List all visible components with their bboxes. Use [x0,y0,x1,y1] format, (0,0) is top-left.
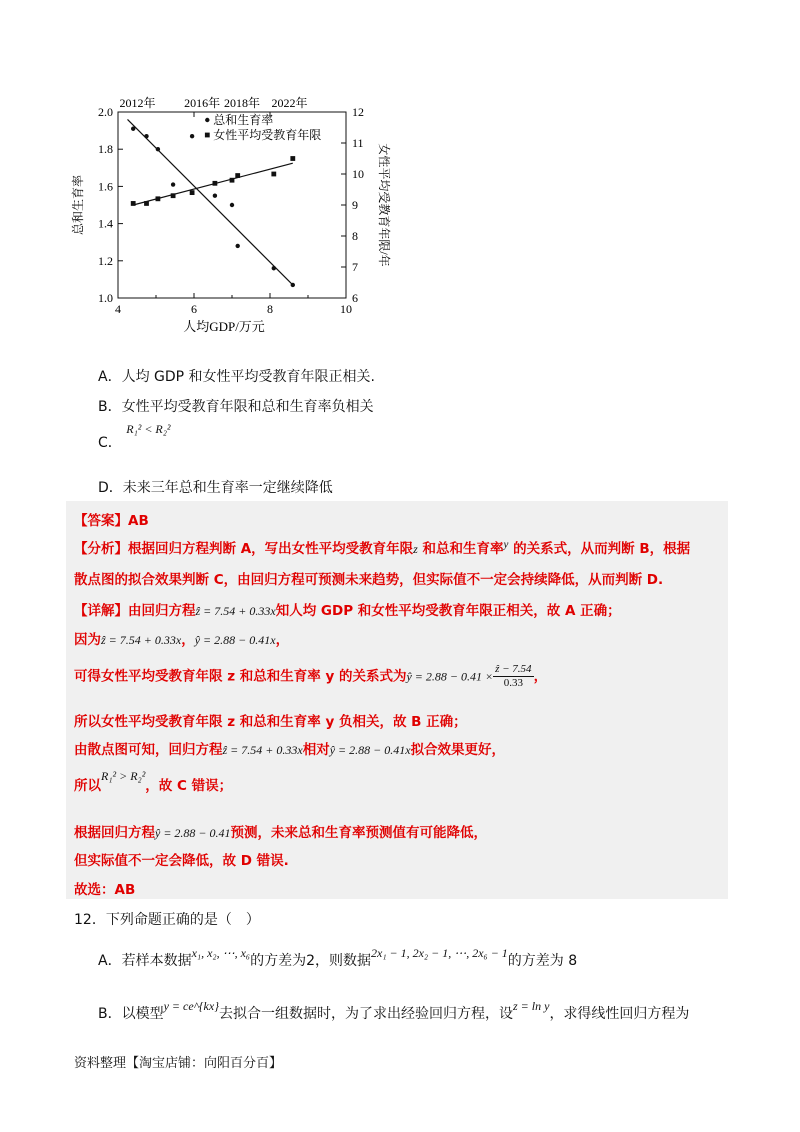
y-right-tick-label: 10 [352,167,364,181]
year-label: 2018年 [224,96,261,110]
education-point [271,172,276,177]
year-label: 2022年 [271,96,308,110]
fertility-point [236,244,240,248]
y-left-tick-label: 1.2 [98,253,113,268]
option-text: A．若样本数据 [98,953,192,969]
detail-line-1 [74,599,621,619]
y-right-tick-label: 8 [352,229,358,243]
question-12-option-b [98,999,690,1023]
option-text: 去拟合一组数据时，为了求出经验回归方程，设 [219,1006,513,1022]
x-tick-label: 10 [340,302,352,316]
detail-text: 【详解】由回归方程 [74,603,196,619]
legend-fertility: 总和生育率 [213,113,274,127]
detail-text: ， [533,668,548,685]
footer-text: 资料整理【淘宝店铺：向阳百分百】 [74,1056,283,1071]
detail-text: 相对 [302,742,330,758]
y-left-tick-label: 1.4 [98,216,113,231]
equation-z: ẑ = 7.54 + 0.33x [101,633,182,647]
option-c-label: C． [98,435,122,451]
question-12-option-a [98,946,578,970]
detail-line-5 [74,738,505,758]
legend-square-marker [205,133,210,138]
analysis-text: 的关系式，从而判断 B，根据 [508,541,691,557]
fertility-point [272,266,276,270]
education-point [171,193,176,198]
y-right-axis-label: 女性平均受教育年限/年 [377,143,391,267]
log-substitution: z = ln y [513,999,550,1013]
transformed-data: 2x₁ − 1, 2x₂ − 1, ⋯, 2x₆ − 1 [371,946,508,960]
detail-line-7 [74,821,487,841]
fertility-point [144,134,148,138]
education-point [235,173,240,178]
y-right-tick-label: 7 [352,260,358,274]
option-a: A．人均 GDP 和女性平均受教育年限正相关. [98,369,375,385]
education-point [290,156,295,161]
education-point [190,190,195,195]
fraction-denominator: 0.33 [503,677,523,689]
detail-line-8: 但实际值不一定会降低，故 D 错误. [74,853,289,869]
y-right-tick-label: 12 [352,105,364,119]
equation-y: ŷ = 2.88 − 0.41 [155,826,231,840]
option-c-math: R₁² < R₂² [126,422,171,436]
equation-relation: ŷ = 2.88 − 0.41 × [406,669,494,684]
detail-text: 预测，未来总和生育率预测值有可能降低， [230,825,488,841]
r-squared-compare: R₁² > R₂² [101,769,146,783]
legend-dot-marker [205,118,209,122]
y-left-tick-label: 1.8 [98,142,113,157]
education-point [213,181,218,186]
fertility-point [131,127,135,131]
analysis-text: 和总和生育率 [417,541,504,557]
detail-text: ， [275,632,290,648]
sample-data: x₁, x₂, ⋯, x₆ [191,946,251,960]
y-right-tick-label: 9 [352,198,358,212]
legend-education: 女性平均受教育年限 [213,128,322,142]
analysis-text: 【分析】根据回归方程判断 A，写出女性平均受教育年限 [74,541,414,557]
option-c [98,422,171,452]
y-right-tick-label: 6 [352,291,358,305]
detail-line-3 [74,663,547,690]
fraction-numerator: ẑ − 7.54 [495,663,532,675]
scatter-chart [60,88,400,338]
equation-z: ẑ = 7.54 + 0.33x [195,604,276,618]
fertility-point [230,203,234,207]
equation-y: ŷ = 2.88 − 0.41x [194,633,276,647]
y-left-axis-label: 总和生育率 [71,174,85,236]
detail-line-6 [74,769,233,794]
option-d: D．未来三年总和生育率一定继续降低 [98,480,333,496]
education-point [156,196,161,201]
education-point [144,201,149,206]
year-label: 2016年 [184,96,221,110]
analysis-line-1 [74,537,690,557]
option-text: 的方差为 8 [507,953,578,969]
fertility-point [171,182,175,186]
var-z: z [413,542,418,556]
fraction [493,663,533,690]
x-tick-label: 4 [115,302,121,316]
equation-y: ŷ = 2.88 − 0.41x [329,743,411,757]
detail-line-9: 故选：AB [74,882,136,898]
analysis-line-2: 散点图的拟合效果判断 C，由回归方程可预测未来趋势，但实际值不一定会持续降低，从而判断 D. [74,572,664,588]
option-b: B．女性平均受教育年限和总和生育率负相关 [98,399,374,415]
detail-text: 因为 [74,632,101,648]
y-left-tick-label: 1.0 [98,291,113,305]
y-right-tick-label: 11 [352,136,364,150]
answer-line: 【答案】AB [74,513,149,529]
detail-line-2 [74,628,289,648]
fertility-point [156,147,160,151]
x-tick-label: 8 [267,302,273,316]
question-12-stem: 12．下列命题正确的是（ ） [74,912,260,928]
detail-text: 知人均 GDP 和女性平均受教育年限正相关，故 A 正确； [275,603,621,619]
model-formula: y = ce^{kx} [163,999,219,1013]
education-point [230,178,235,183]
detail-text: 拟合效果更好， [410,742,506,758]
var-y: y [503,538,509,551]
detail-line-4: 所以女性平均受教育年限 z 和总和生育率 y 负相关，故 B 正确； [74,714,467,730]
detail-text: 由散点图可知，回归方程 [74,742,223,758]
x-axis-label: 人均GDP/万元 [183,319,265,334]
detail-text: 根据回归方程 [74,825,155,841]
fertility-point [213,194,217,198]
detail-text: 所以 [74,778,101,794]
option-text: ，求得线性回归方程为 [549,1006,690,1022]
fertility-point [190,134,194,138]
year-label: 2012年 [119,96,156,110]
x-tick-label: 6 [191,302,197,316]
detail-text: 可得女性平均受教育年限 z 和总和生育率 y 的关系式为 [74,668,407,685]
detail-text: ，故 C 错误； [145,778,233,794]
option-text: 的方差为2，则数据 [250,953,371,969]
fertility-fit-line [128,119,293,285]
fertility-point [291,283,295,287]
y-left-tick-label: 2.0 [98,105,113,119]
option-text: B．以模型 [98,1006,164,1022]
y-left-tick-label: 1.6 [98,179,113,194]
detail-text: ， [181,632,195,648]
education-point [131,201,136,206]
equation-z: ẑ = 7.54 + 0.33x [222,743,303,757]
